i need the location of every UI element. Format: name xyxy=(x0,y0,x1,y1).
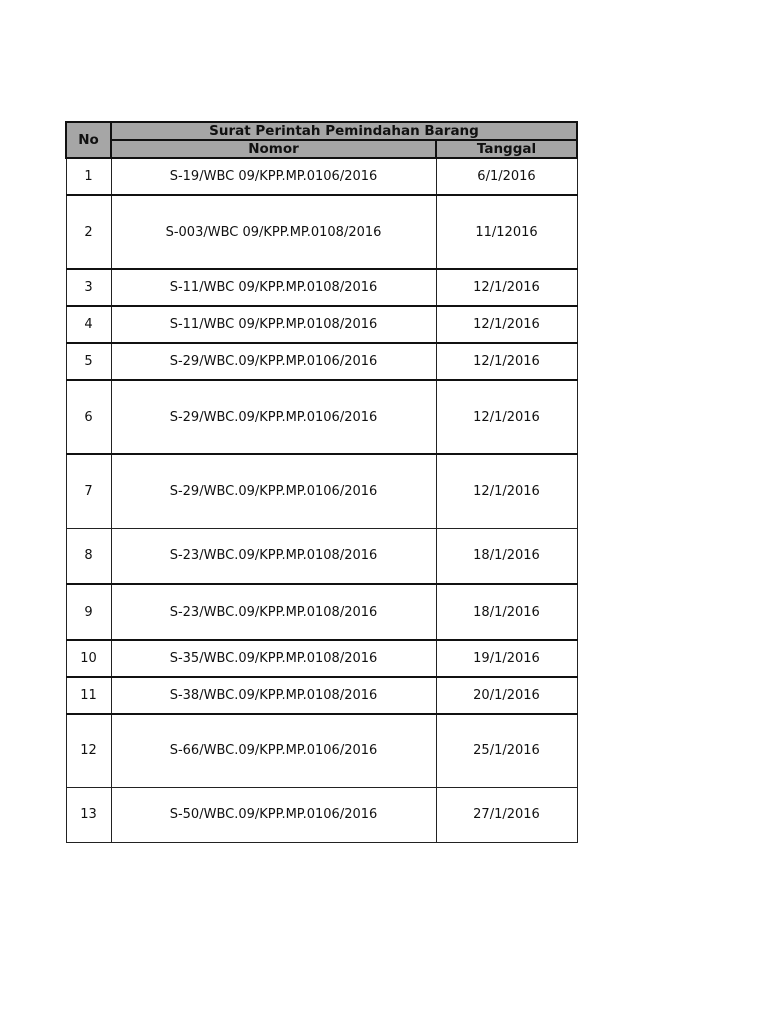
cell-tanggal: 12/1/2016 xyxy=(436,269,577,306)
table-row xyxy=(66,528,577,584)
table-row xyxy=(66,195,577,269)
cell-tanggal: 20/1/2016 xyxy=(436,677,577,714)
cell-no: 1 xyxy=(66,158,111,195)
cell-nomor: S-11/WBC 09/KPP.MP.0108/2016 xyxy=(111,269,436,306)
cell-no: 9 xyxy=(66,584,111,640)
cell-no: 7 xyxy=(66,454,111,528)
table-row xyxy=(66,714,577,787)
cell-nomor: S-23/WBC.09/KPP.MP.0108/2016 xyxy=(111,584,436,640)
cell-nomor: S-003/WBC 09/KPP.MP.0108/2016 xyxy=(111,195,436,269)
cell-no: 4 xyxy=(66,306,111,343)
cell-tanggal: 11/12016 xyxy=(436,195,577,269)
table-row xyxy=(66,584,577,640)
cell-tanggal: 25/1/2016 xyxy=(436,714,577,787)
cell-tanggal: 18/1/2016 xyxy=(436,584,577,640)
cell-nomor: S-19/WBC 09/KPP.MP.0106/2016 xyxy=(111,158,436,195)
table-header xyxy=(66,122,577,158)
cell-nomor: S-29/WBC.09/KPP.MP.0106/2016 xyxy=(111,380,436,454)
table-row xyxy=(66,158,577,195)
header-tanggal: Tanggal xyxy=(436,140,577,158)
cell-nomor: S-29/WBC.09/KPP.MP.0106/2016 xyxy=(111,454,436,528)
table-row xyxy=(66,306,577,343)
cell-no: 12 xyxy=(66,714,111,787)
table-row xyxy=(66,269,577,306)
table-row xyxy=(66,343,577,380)
cell-no: 3 xyxy=(66,269,111,306)
cell-tanggal: 12/1/2016 xyxy=(436,343,577,380)
cell-no: 13 xyxy=(66,787,111,842)
cell-nomor: S-29/WBC.09/KPP.MP.0106/2016 xyxy=(111,343,436,380)
cell-no: 5 xyxy=(66,343,111,380)
cell-nomor: S-23/WBC.09/KPP.MP.0108/2016 xyxy=(111,528,436,584)
table-row xyxy=(66,787,577,842)
cell-tanggal: 12/1/2016 xyxy=(436,454,577,528)
cell-nomor: S-38/WBC.09/KPP.MP.0108/2016 xyxy=(111,677,436,714)
cell-tanggal: 12/1/2016 xyxy=(436,380,577,454)
cell-nomor: S-50/WBC.09/KPP.MP.0106/2016 xyxy=(111,787,436,842)
cell-no: 6 xyxy=(66,380,111,454)
header-no: No xyxy=(66,122,111,158)
cell-no: 2 xyxy=(66,195,111,269)
cell-no: 8 xyxy=(66,528,111,584)
table-row xyxy=(66,677,577,714)
cell-tanggal: 6/1/2016 xyxy=(436,158,577,195)
cell-no: 10 xyxy=(66,640,111,677)
table-row xyxy=(66,380,577,454)
header-nomor: Nomor xyxy=(111,140,436,158)
table-row xyxy=(66,640,577,677)
header-group-title: Surat Perintah Pemindahan Barang xyxy=(111,122,577,140)
spreadsheet-table xyxy=(65,121,578,843)
cell-tanggal: 19/1/2016 xyxy=(436,640,577,677)
table-row xyxy=(66,454,577,528)
cell-tanggal: 18/1/2016 xyxy=(436,528,577,584)
cell-nomor: S-35/WBC.09/KPP.MP.0108/2016 xyxy=(111,640,436,677)
cell-nomor: S-66/WBC.09/KPP.MP.0106/2016 xyxy=(111,714,436,787)
cell-tanggal: 12/1/2016 xyxy=(436,306,577,343)
cell-tanggal: 27/1/2016 xyxy=(436,787,577,842)
cell-no: 11 xyxy=(66,677,111,714)
cell-nomor: S-11/WBC 09/KPP.MP.0108/2016 xyxy=(111,306,436,343)
table-body xyxy=(66,158,577,842)
